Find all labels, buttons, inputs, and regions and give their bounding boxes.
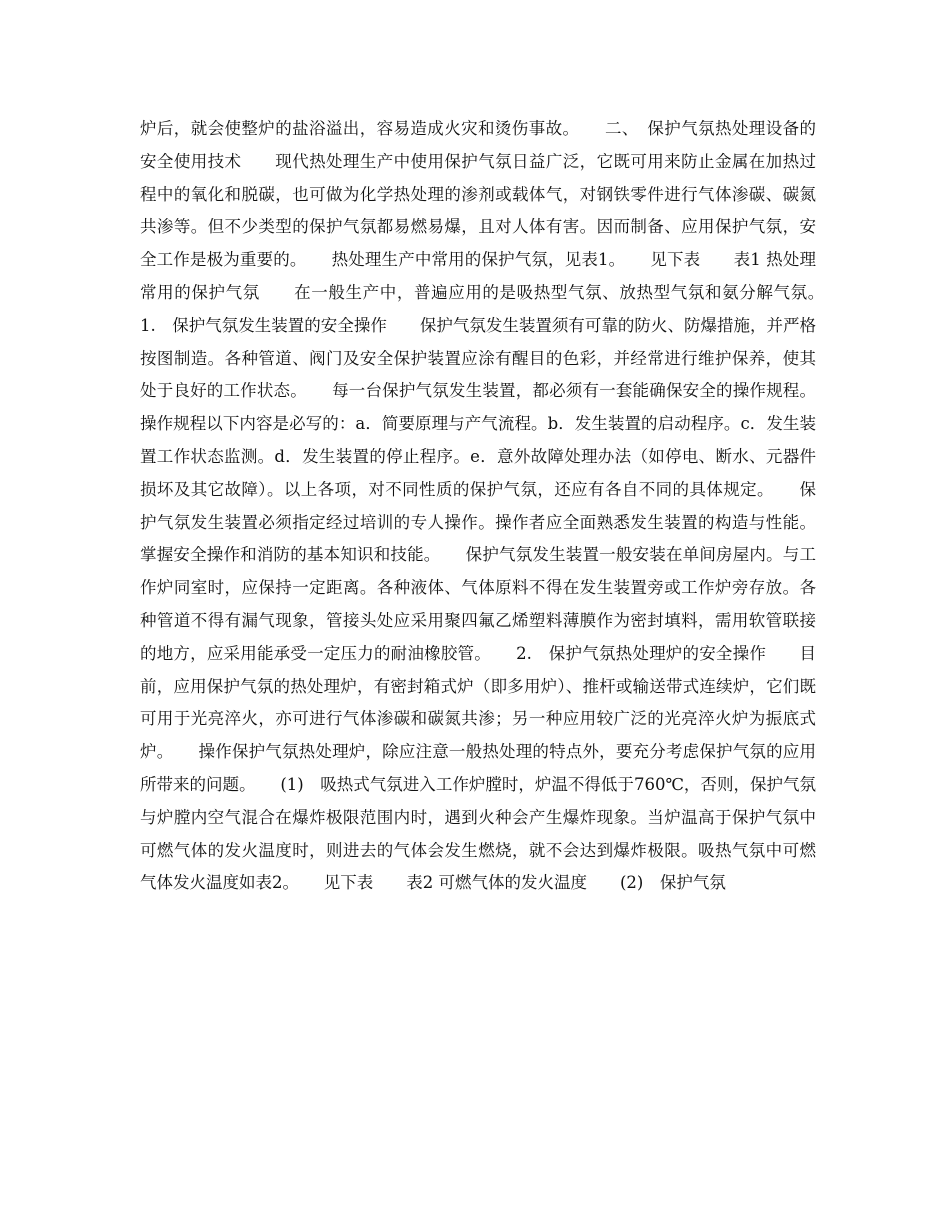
body-paragraph: 炉后，就会使整炉的盐浴溢出，容易造成火灾和烫伤事故。 二、 保护气氛热处理设备的安全使用技术 现代热处理生产中使用保护气氛日益广泛，它既可用来防止金属在加热过程中的氧化和脱碳，也可做为化学热处理的渗剂或载体气，对钢铁零件进行气体渗碳、碳氮共渗等。但不少类型的保护气氛都易燃易爆，且对人体有害。因而制备、应用保护气氛，安全工作是极为重要的。 热处理生产中常用的保护气氛，见表1。 见下表 表1 热处理常用的保护气氛 在一般生产中，普遍应用的是吸热型气氛、放热型气氛和氨分解气氛。 1. 保护气氛发生装置的安全操作 保护气氛发生装置须有可靠的防火、防爆措施，并严格按图制造。各种管道、阀门及安全保护装置应涂有醒目的色彩，并经常进行维护保养，使其处于良好的工作状态。 每一台保护气氛发生装置，都必须有一套能确保安全的操作规程。操作规程以下内容是必写的：a．简要原理与产气流程。b．发生装置的启动程序。c．发生装置工作状态监测。d．发生装置的停止程序。e．意外故障处理办法（如停电、断水、元器件损坏及其它故障）。以上各项，对不同性质的保护气氛，还应有各自不同的具体规定。 保护气氛发生装置必须指定经过培训的专人操作。操作者应全面熟悉发生装置的构造与性能。掌握安全操作和消防的基本知识和技能。 保护气氛发生装置一般安装在单间房屋内。与工作炉同室时，应保持一定距离。各种液体、气体原料不得在发生装置旁或工作炉旁存放。各种管道不得有漏气现象，管接头处应采用聚四氟乙烯塑料薄膜作为密封填料，需用软管联接的地方，应采用能承受一定压力的耐油橡胶管。 2. 保护气氛热处理炉的安全操作 目前，应用保护气氛的热处理炉，有密封箱式炉（即多用炉）、推杆或输送带式连续炉，它们既可用于光亮淬火，亦可进行气体渗碳和碳氮共渗；另一种应用较广泛的光亮淬火炉为振底式炉。 操作保护气氛热处理炉，除应注意一般热处理的特点外，要充分考虑保护气氛的应用所带来的问题。 (1) 吸热式气氛进入工作炉膛时，炉温不得低于760℃，否则，保护气氛与炉膛内空气混合在爆炸极限范围内时，遇到火种会产生爆炸现象。当炉温高于保护气氛中可燃气体的发火温度时，则进去的气体会发生燃烧，就不会达到爆炸极限。吸热气氛中可燃气体发火温度如表2。 见下表 表2 可燃气体的发火温度 (2) 保护气氛 bbox=[140, 119, 849, 893]
